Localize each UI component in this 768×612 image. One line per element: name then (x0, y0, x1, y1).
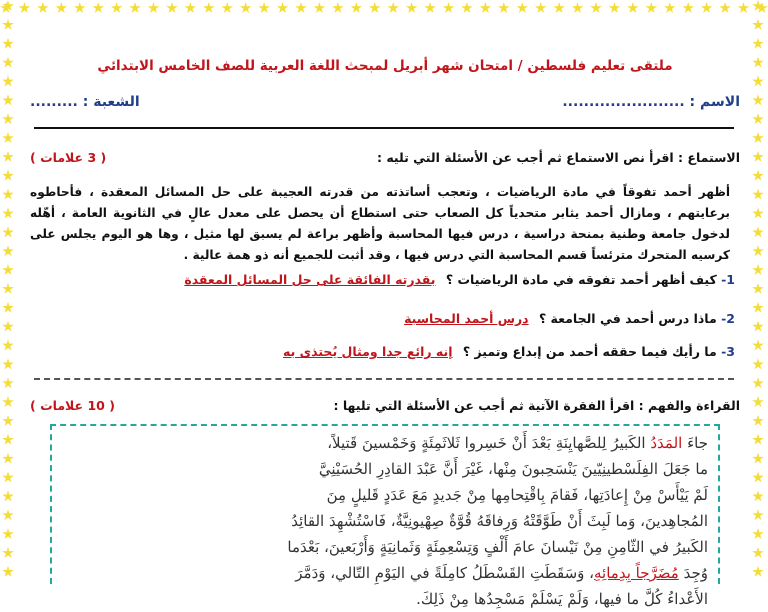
student-info-row (30, 94, 740, 110)
star-icon (752, 415, 764, 427)
star-icon (2, 471, 14, 483)
passage-line: وُجِدَ مُضَرَّجاً بِدِمائِهِ، وَسَقَطَتِ القَسْطَلُ كامِلَةً في اليَوْمِ التّالي، وَدَمَّرَ (295, 564, 708, 582)
star-icon (752, 547, 764, 559)
star-icon (2, 226, 14, 238)
star-icon (2, 358, 14, 370)
star-border-left (2, 0, 16, 578)
star-icon (752, 377, 764, 389)
star-icon (752, 19, 764, 31)
star-icon (2, 207, 14, 219)
star-icon (752, 151, 764, 163)
star-icon (2, 113, 14, 125)
star-icon (2, 132, 14, 144)
listening-heading: الاستماع : اقرأ نص الاستماع ثم أجب عن الأسئلة التي تليه : (376, 150, 740, 165)
star-icon (2, 509, 14, 521)
star-icon (2, 396, 14, 408)
star-icon (752, 226, 764, 238)
star-icon (752, 321, 764, 333)
passage-line: الأَعْداءُ كُلَّ ما فيها، وَلَمْ يَسْلَمْ مَسْجِدُها مِنْ ذَلِكَ. (416, 590, 708, 608)
star-icon (752, 94, 764, 106)
listening-marks: ( 3 علامات ) (30, 150, 107, 165)
exam-title: ملتقى تعليم فلسطين / امتحان شهر أبريل لمبحث اللغة العربية للصف الخامس الابتدائي (97, 58, 673, 74)
star-icon (2, 38, 14, 50)
star-icon (18, 2, 30, 14)
answer-text[interactable]: بقدرته الفائقة على حل المسائل المعقدة (184, 272, 436, 287)
star-icon (752, 471, 764, 483)
star-icon (2, 339, 14, 351)
star-icon (752, 396, 764, 408)
star-icon (2, 528, 14, 540)
star-icon (752, 302, 764, 314)
underlined-phrase: مُضَرَّجاً بِدِمائِهِ (594, 564, 679, 582)
star-icon (2, 151, 14, 163)
star-icon (2, 434, 14, 446)
star-icon (752, 339, 764, 351)
answer-text[interactable]: درس أحمد المحاسبة (404, 311, 529, 326)
reading-passage (62, 430, 708, 612)
passage-line: ما جَعَلَ الفِلَسْطينِيّينَ يَنْسَحِبونَ مِنْها، غَيْرَ أَنَّ عَبْدَ القادِرِ الحُسَيْنِيَّ (318, 460, 708, 478)
passage-line: المُجاهِدينَ، وَما لَبِثَ أَنْ طَوَّقَتْهُ وَرِفاقَهُ قُوَّةٌ صِهْيونِيَّةٌ، فَاسْتُشْهِدَ القائِدُ (291, 512, 708, 530)
reading-heading: القراءة والفهم : اقرأ الفقرة الآتية ثم أجب عن الأسئلة التي تليها : (333, 398, 740, 413)
star-icon (752, 453, 764, 465)
listening-heading-row (30, 150, 740, 165)
question-text: ماذا درس أحمد في الجامعة ؟ (538, 311, 717, 326)
star-icon (2, 19, 14, 31)
star-icon (752, 509, 764, 521)
star-icon (752, 57, 764, 69)
exam-sheet (30, 0, 740, 608)
star-icon (2, 490, 14, 502)
reading-marks: ( 10 علامات ) (30, 398, 115, 413)
star-icon (2, 264, 14, 276)
star-icon (2, 245, 14, 257)
highlighted-word: المَدَدُ (650, 434, 683, 452)
star-icon (2, 0, 14, 12)
star-icon (752, 566, 764, 578)
star-icon (752, 358, 764, 370)
star-icon (752, 0, 764, 12)
question-number: 1- (721, 272, 735, 287)
star-icon (2, 547, 14, 559)
star-icon (752, 264, 764, 276)
star-icon (2, 189, 14, 201)
star-icon (2, 566, 14, 578)
star-icon (2, 321, 14, 333)
star-icon (752, 38, 764, 50)
question-1 (30, 272, 735, 287)
star-icon (2, 94, 14, 106)
star-icon (752, 490, 764, 502)
star-icon (752, 434, 764, 446)
question-text: ما رأيك فيما حققه أحمد من إبداع وتميز ؟ (462, 344, 717, 359)
section-divider (34, 378, 734, 380)
star-icon (2, 75, 14, 87)
question-number: 2- (721, 311, 735, 326)
question-3 (30, 344, 735, 359)
star-icon (752, 113, 764, 125)
reading-passage-box (50, 424, 720, 608)
star-icon (752, 283, 764, 295)
passage-line: الكَبيرُ في الثّامِنِ مِنْ نَيْسانَ عامَ أَلْفٍ وَتِسْعِمِئَةٍ وَثَمانِيَةٍ وَأَرْبَعينَ، بَعْدَما (287, 538, 708, 556)
star-icon (2, 302, 14, 314)
star-icon (752, 207, 764, 219)
star-icon (2, 377, 14, 389)
passage-line: لَمْ يَيْأَسْ مِنْ إِعادَتِها، فَقامَ بِاقْتِحامِها مِنْ جَديدٍ مَعَ عَدَدٍ قَليلٍ مِنَ (326, 486, 708, 504)
question-2 (30, 311, 735, 326)
star-icon (752, 132, 764, 144)
answer-text[interactable]: إنه رائع جدا ومثال يُحتذى به (283, 344, 453, 359)
star-icon (2, 283, 14, 295)
header-divider (34, 127, 734, 129)
section-field[interactable]: الشعبة : ......... (30, 94, 140, 110)
star-icon (2, 453, 14, 465)
name-field[interactable]: الاسم : ....................... (562, 94, 740, 110)
star-icon (752, 245, 764, 257)
question-number: 3- (721, 344, 735, 359)
star-icon (752, 189, 764, 201)
star-icon (2, 415, 14, 427)
reading-heading-row (30, 398, 740, 413)
passage-line: جاءَ المَدَدُ الكَبيرُ لِلصَّهايِنَةِ بَعْدَ أَنْ خَسِروا ثَلاثَمِئَةٍ وَخَمْسينَ قَتيلاً، (327, 434, 708, 452)
star-icon (752, 75, 764, 87)
question-text: كيف أظهر أحمد تفوقه في مادة الرياضيات ؟ (445, 272, 717, 287)
listening-passage: أظهر أحمد تفوقاً في مادة الرياضيات ، وتعجب أساتذته من قدرته العجيبة على حل المسائل المعقدة ، فأحاطوه برعايتهم ، ومازال أحمد يثابر متحدياً كل الصعاب حتى استطاع أن يحصل على معدل عالٍ في الثانوية العامة ، أهّله لدخول جامعة وطنية بمنحة دراسية ، درس فيها المحاسبة وأظهر براعة لم يسبق لها مثيل ، وها هو اليوم يجلس على كرسيه المتحرك مترئساً قسم المحاسبة التي درس فيها ، وقد أثبت للجميع أنه ذو همة عالية . (30, 185, 730, 262)
star-icon (752, 170, 764, 182)
star-icon (2, 57, 14, 69)
star-icon (752, 528, 764, 540)
star-icon (2, 170, 14, 182)
star-border-right (752, 0, 766, 578)
